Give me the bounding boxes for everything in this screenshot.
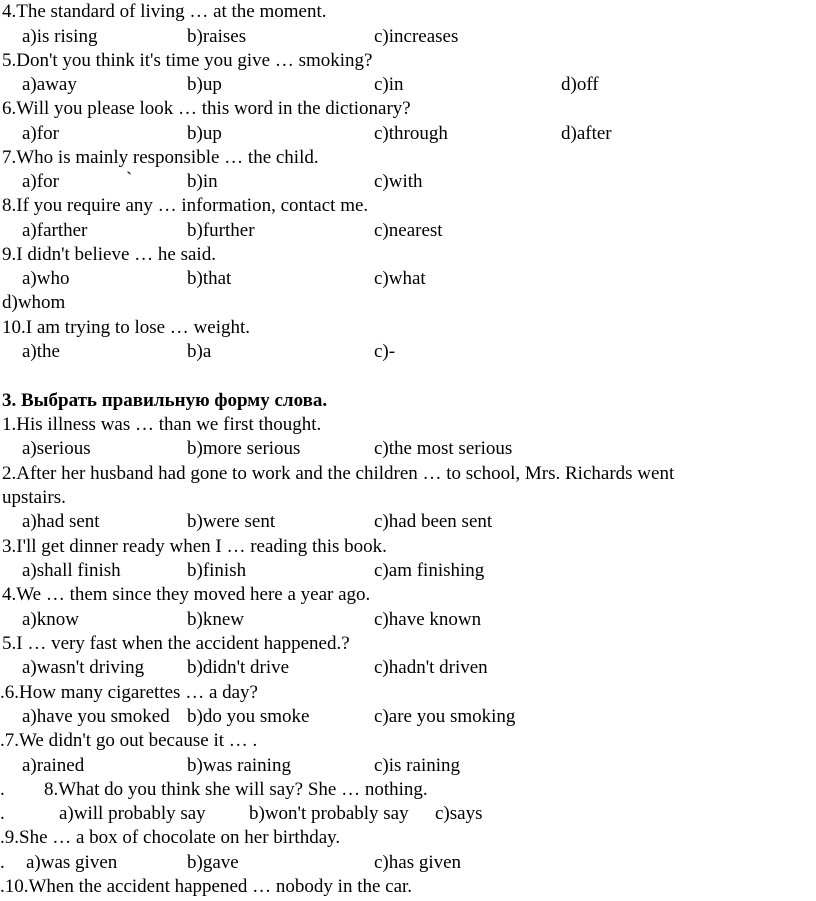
option-c: c)is raining xyxy=(374,755,461,776)
option-c: c)has given xyxy=(374,852,462,873)
option-c: c)hadn't driven xyxy=(374,657,488,678)
option-b: b)up xyxy=(187,123,222,144)
question-stem: .10.When the accident happened … nobody in the car. xyxy=(0,876,413,897)
option-c: c)the most serious xyxy=(374,438,513,459)
option-c: c)- xyxy=(374,341,396,362)
option-a: a)is rising xyxy=(22,26,98,47)
option-b: b)that xyxy=(187,268,232,289)
section-heading: 3. Выбрать правильную форму слова. xyxy=(2,390,328,411)
question-stem: 8.If you require any … information, contact me. xyxy=(2,195,369,216)
option-b: b)was raining xyxy=(187,755,291,776)
option-c: c)in xyxy=(374,74,404,95)
option-c: c)with xyxy=(374,171,423,192)
option-b: b)finish xyxy=(187,560,247,581)
option-c: c)through xyxy=(374,123,448,144)
option-a: a)rained xyxy=(22,755,85,776)
option-b: b)more serious xyxy=(187,438,301,459)
option-c: c)what xyxy=(374,268,426,289)
option-b: b)up xyxy=(187,74,222,95)
question-stem: .9.She … a box of chocolate on her birthday. xyxy=(0,827,341,848)
option-c: c)increases xyxy=(374,26,459,47)
question-stem: 2.After her husband had gone to work and the children … to school, Mrs. Richards went xyxy=(2,463,675,484)
question-stem: .7.We didn't go out because it … . xyxy=(0,730,258,751)
line-lead-mark: . xyxy=(0,779,5,800)
question-stem: 4.The standard of living … at the moment. xyxy=(2,1,327,22)
option-a: a)was given xyxy=(26,852,118,873)
option-a: a)shall finish xyxy=(22,560,121,581)
question-stem: 3.I'll get dinner ready when I … reading this book. xyxy=(2,536,387,557)
option-a: a)farther xyxy=(22,220,88,241)
option-b: b)in xyxy=(187,171,218,192)
option-a: a)who xyxy=(22,268,70,289)
line-lead-mark: . xyxy=(0,803,5,824)
question-stem: 8.What do you think she will say? She … nothing. xyxy=(44,779,428,800)
stray-mark: ` xyxy=(126,169,133,190)
line-lead-mark: . xyxy=(0,852,5,873)
option-a: a)for xyxy=(22,123,59,144)
option-c: c)nearest xyxy=(374,220,443,241)
option-a: a)wasn't driving xyxy=(22,657,145,678)
option-c: c)am finishing xyxy=(374,560,485,581)
option-a: a)will probably say xyxy=(59,803,206,824)
option-a: a)serious xyxy=(22,438,91,459)
option-b: b)won't probably say xyxy=(249,803,409,824)
question-stem: 5.Don't you think it's time you give … smoking? xyxy=(2,50,373,71)
option-b: b)didn't drive xyxy=(187,657,290,678)
question-stem-cont: upstairs. xyxy=(2,487,66,508)
option-d: d)after xyxy=(561,123,612,144)
question-stem: 6.Will you please look … this word in the dictionary? xyxy=(2,98,411,119)
question-stem: 1.His illness was … than we first thought. xyxy=(2,414,322,435)
option-c: c)had been sent xyxy=(374,511,493,532)
question-stem: 5.I … very fast when the accident happened.? xyxy=(2,633,350,654)
option-c: c)are you smoking xyxy=(374,706,516,727)
option-c: c)have known xyxy=(374,609,482,630)
option-b: b)knew xyxy=(187,609,244,630)
option-a: a)the xyxy=(22,341,60,362)
question-stem: 7.Who is mainly responsible … the child. xyxy=(2,147,319,168)
option-d: d)whom xyxy=(2,292,66,313)
option-b: b)were sent xyxy=(187,511,276,532)
question-stem: 9.I didn't believe … he said. xyxy=(2,244,216,265)
option-a: a)have you smoked xyxy=(22,706,170,727)
option-a: a)away xyxy=(22,74,77,95)
question-stem: 10.I am trying to lose … weight. xyxy=(2,317,251,338)
option-b: b)gave xyxy=(187,852,239,873)
option-b: b)a xyxy=(187,341,212,362)
option-b: b)further xyxy=(187,220,255,241)
option-c: c)says xyxy=(435,803,483,824)
question-stem: .6.How many cigarettes … a day? xyxy=(0,682,258,703)
option-a: a)had sent xyxy=(22,511,100,532)
option-a: a)know xyxy=(22,609,79,630)
option-b: b)raises xyxy=(187,26,247,47)
option-d: d)off xyxy=(561,74,599,95)
question-stem: 4.We … them since they moved here a year ago. xyxy=(2,584,371,605)
option-a: a)for xyxy=(22,171,59,192)
option-b: b)do you smoke xyxy=(187,706,310,727)
